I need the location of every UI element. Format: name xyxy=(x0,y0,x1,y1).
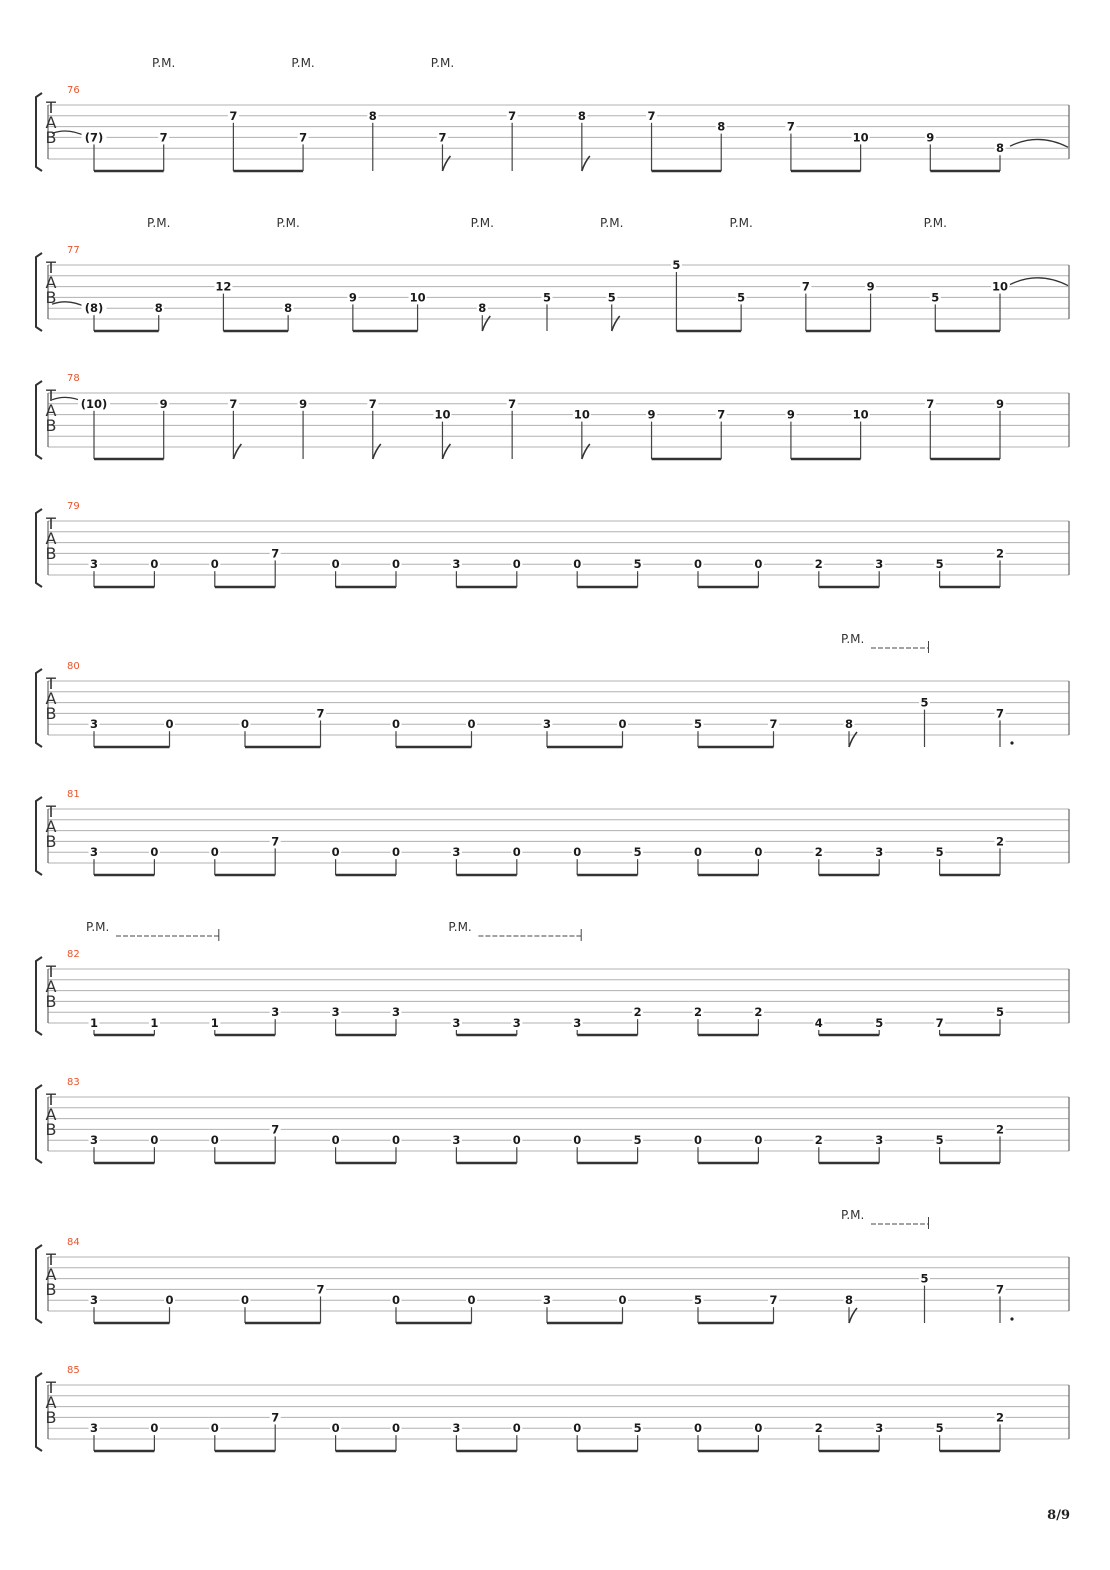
bar-number: 82 xyxy=(67,949,80,960)
fret-number: 3 xyxy=(452,1421,461,1436)
fret-number: 8 xyxy=(368,108,377,123)
fret-number: 7 xyxy=(935,1016,944,1030)
tab-clef-letter: B xyxy=(45,128,57,147)
system-bracket xyxy=(36,93,42,171)
palm-mute-label: P.M. xyxy=(448,920,472,934)
tab-clef-letter: A xyxy=(45,817,57,836)
fret-number: 0 xyxy=(331,557,340,572)
system-bracket xyxy=(36,797,42,875)
dotted-note xyxy=(1010,1317,1013,1320)
fret-number: 0 xyxy=(331,1133,340,1148)
fret-number: 9 xyxy=(159,396,168,411)
fret-number: 2 xyxy=(995,1410,1005,1425)
fret-number: 1 xyxy=(150,1016,159,1030)
bar-number: 83 xyxy=(67,1077,80,1088)
tab-clef-letter: T xyxy=(46,674,56,693)
fret-number: 0 xyxy=(331,1421,340,1436)
fret-number: 3 xyxy=(875,1133,884,1148)
fret-number: 5 xyxy=(920,695,929,710)
fret-number: 0 xyxy=(573,1133,582,1148)
fret-number: 0 xyxy=(165,717,174,732)
tab-clef-letter: A xyxy=(45,1265,57,1284)
fret-number: 0 xyxy=(754,1133,763,1148)
fret-number: 5 xyxy=(935,1133,944,1148)
fret-number: 10 xyxy=(573,407,590,422)
tab-clef-letter: B xyxy=(45,1408,57,1427)
fret-number: 3 xyxy=(452,557,461,572)
tab-system-85 xyxy=(36,1365,1069,1451)
fret-number: 10 xyxy=(434,407,451,422)
tab-system-84 xyxy=(36,1208,1069,1323)
tab-clef-letter: A xyxy=(45,977,57,996)
tab-clef-letter: T xyxy=(46,98,56,117)
fret-number: 5 xyxy=(607,290,616,305)
fret-number: 3 xyxy=(875,845,884,860)
palm-mute-label: P.M. xyxy=(841,1208,865,1222)
fret-number: 0 xyxy=(391,1293,401,1308)
fret-number: 3 xyxy=(89,1293,99,1308)
fret-number: 7 xyxy=(786,119,795,134)
fret-number: 8 xyxy=(577,108,586,123)
tab-clef-letter: B xyxy=(45,704,57,723)
palm-mute-label: P.M. xyxy=(841,632,865,646)
fret-number: 9 xyxy=(647,407,656,422)
fret-number: 2 xyxy=(633,1005,642,1020)
fret-number: 0 xyxy=(467,717,476,732)
tab-clef-letter: B xyxy=(45,1280,57,1299)
fret-number: 7 xyxy=(438,130,447,145)
fret-number: 0 xyxy=(512,1133,521,1148)
fret-number: 7 xyxy=(299,130,308,145)
fret-number: 10 xyxy=(991,279,1009,294)
palm-mute-label: P.M. xyxy=(923,216,947,230)
fret-number: 0 xyxy=(618,1293,627,1308)
fret-number: 7 xyxy=(508,396,517,411)
fret-number: 3 xyxy=(573,1016,582,1030)
tab-clef-letter: A xyxy=(45,689,57,708)
system-bracket xyxy=(36,957,42,1035)
fret-number: 5 xyxy=(693,717,703,732)
fret-number: 0 xyxy=(573,845,582,860)
fret-number: 3 xyxy=(331,1005,340,1020)
fret-number: 7 xyxy=(801,279,810,294)
fret-number: 7 xyxy=(647,108,656,123)
tab-clef-letter: A xyxy=(45,401,57,420)
fret-number: 3 xyxy=(452,1016,461,1030)
fret-number: 0 xyxy=(512,1421,521,1436)
tab-system-80 xyxy=(36,632,1069,747)
fret-number: 5 xyxy=(633,1133,642,1148)
fret-number: 7 xyxy=(316,1282,325,1297)
fret-number: 7 xyxy=(995,706,1005,721)
fret-number: 3 xyxy=(875,557,884,572)
fret-number: 2 xyxy=(814,845,823,860)
fret-number: 0 xyxy=(754,845,763,860)
fret-number: 5 xyxy=(542,290,552,305)
tab-clef-letter: B xyxy=(45,544,57,563)
fret-number: 0 xyxy=(240,1293,250,1308)
fret-number: 10 xyxy=(852,407,869,422)
fret-number: 8 xyxy=(844,717,854,732)
fret-number: 0 xyxy=(210,845,219,860)
fret-number: 7 xyxy=(271,546,280,561)
palm-mute-label: P.M. xyxy=(470,216,494,230)
note-flag xyxy=(849,732,857,747)
tab-clef-letter: A xyxy=(45,529,57,548)
bar-number: 79 xyxy=(67,501,80,512)
palm-mute-label: P.M. xyxy=(600,216,624,230)
fret-number: 5 xyxy=(693,1293,703,1308)
palm-mute-label: P.M. xyxy=(152,56,176,70)
fret-number: (8) xyxy=(84,301,104,316)
fret-number: 2 xyxy=(754,1005,763,1020)
tab-system-76 xyxy=(36,56,1069,171)
fret-number: 0 xyxy=(240,717,250,732)
palm-mute-label: P.M. xyxy=(147,216,171,230)
tab-clef-letter: A xyxy=(45,1105,57,1124)
fret-number: 7 xyxy=(995,1282,1005,1297)
fret-number: 3 xyxy=(89,845,99,860)
fret-number: 8 xyxy=(154,301,163,316)
fret-number: 8 xyxy=(844,1293,854,1308)
fret-number: 0 xyxy=(210,1133,219,1148)
tab-clef-letter: T xyxy=(46,1090,56,1109)
tie-in xyxy=(52,131,86,136)
tab-clef-letter: T xyxy=(46,1250,56,1269)
bar-number: 76 xyxy=(67,85,80,96)
fret-number: (7) xyxy=(84,130,104,145)
tab-clef-letter: T xyxy=(46,514,56,533)
tab-clef-letter: A xyxy=(45,273,57,292)
system-bracket xyxy=(36,1245,42,1323)
fret-number: 7 xyxy=(926,396,935,411)
fret-number: 7 xyxy=(368,396,377,411)
palm-mute-label: P.M. xyxy=(276,216,300,230)
tab-clef-letter: A xyxy=(45,1393,57,1412)
tab-clef-letter: B xyxy=(45,416,57,435)
fret-number: 0 xyxy=(573,557,582,572)
tab-clef-letter: T xyxy=(46,386,56,405)
fret-number: 0 xyxy=(467,1293,476,1308)
page-number: 8/9 xyxy=(1047,1508,1070,1523)
fret-number: 5 xyxy=(935,845,944,860)
fret-number: 9 xyxy=(786,407,795,422)
tab-clef-letter: B xyxy=(45,288,57,307)
fret-number: 3 xyxy=(89,557,99,572)
fret-number: 2 xyxy=(693,1005,703,1020)
fret-number: 3 xyxy=(452,1133,461,1148)
note-flag xyxy=(233,444,241,459)
fret-number: 0 xyxy=(150,557,159,572)
fret-number: 3 xyxy=(512,1016,521,1030)
system-bracket xyxy=(36,381,42,459)
palm-mute-label: P.M. xyxy=(291,56,315,70)
note-flag xyxy=(612,316,620,331)
fret-number: 5 xyxy=(931,290,940,305)
fret-number: 3 xyxy=(89,1421,99,1436)
fret-number: 7 xyxy=(508,108,517,123)
fret-number: 7 xyxy=(159,130,168,145)
fret-number: 7 xyxy=(229,108,238,123)
tab-clef-letter: T xyxy=(46,1378,56,1397)
fret-number: 7 xyxy=(271,1410,280,1425)
fret-number: 8 xyxy=(717,119,726,134)
fret-number: 7 xyxy=(769,717,778,732)
tie-out xyxy=(1010,139,1068,147)
fret-number: 2 xyxy=(995,546,1005,561)
bar-number: 80 xyxy=(67,661,80,672)
fret-number: 5 xyxy=(672,258,681,272)
fret-number: 0 xyxy=(391,1133,401,1148)
fret-number: 0 xyxy=(754,557,763,572)
bar-number: 77 xyxy=(67,245,80,256)
tab-clef-letter: T xyxy=(46,258,56,277)
tab-clef-letter: B xyxy=(45,832,57,851)
fret-number: 5 xyxy=(633,845,642,860)
fret-number: 9 xyxy=(348,290,357,305)
bar-number: 85 xyxy=(67,1365,80,1376)
bar-number: 84 xyxy=(67,1237,80,1248)
fret-number: 0 xyxy=(693,1421,703,1436)
fret-number: 8 xyxy=(478,301,487,316)
bar-number: 81 xyxy=(67,789,80,800)
fret-number: 3 xyxy=(542,717,552,732)
fret-number: 0 xyxy=(693,1133,703,1148)
fret-number: 0 xyxy=(150,845,159,860)
fret-number: 7 xyxy=(316,706,325,721)
fret-number: 10 xyxy=(852,130,869,145)
tab-system-77 xyxy=(36,216,1069,331)
fret-number: 0 xyxy=(150,1133,159,1148)
tie-out xyxy=(1010,278,1068,286)
tab-system-81 xyxy=(36,789,1069,875)
fret-number: 8 xyxy=(995,141,1005,156)
fret-number: 5 xyxy=(875,1016,884,1030)
note-flag xyxy=(582,156,590,171)
tie-in xyxy=(52,302,86,307)
palm-mute-label: P.M. xyxy=(430,56,455,70)
palm-mute-label: P.M. xyxy=(729,216,753,230)
fret-number: 0 xyxy=(573,1421,582,1436)
system-bracket xyxy=(36,253,42,331)
fret-number: 0 xyxy=(391,1421,401,1436)
system-bracket xyxy=(36,669,42,747)
system-bracket xyxy=(36,509,42,587)
fret-number: 2 xyxy=(814,1421,823,1436)
fret-number: 0 xyxy=(693,557,703,572)
tab-system-82 xyxy=(36,920,1069,1035)
fret-number: 2 xyxy=(814,1133,823,1148)
fret-number: 7 xyxy=(229,396,238,411)
fret-number: 9 xyxy=(866,279,875,294)
tab-clef-letter: T xyxy=(46,802,56,821)
fret-number: 0 xyxy=(210,557,219,572)
note-flag xyxy=(849,1308,857,1323)
tab-clef-letter: B xyxy=(45,992,57,1011)
note-flag xyxy=(442,156,450,171)
fret-number: 3 xyxy=(875,1421,884,1436)
dotted-note xyxy=(1010,741,1013,744)
fret-number: 7 xyxy=(717,407,726,422)
fret-number: 2 xyxy=(995,1122,1005,1137)
fret-number: 9 xyxy=(995,396,1005,411)
fret-number: 5 xyxy=(920,1271,929,1286)
fret-number: 5 xyxy=(935,1421,944,1436)
fret-number: 0 xyxy=(391,557,401,572)
fret-number: 10 xyxy=(409,290,426,305)
bar-number: 78 xyxy=(67,373,80,384)
fret-number: 12 xyxy=(215,279,232,294)
fret-number: 3 xyxy=(271,1005,280,1020)
fret-number: 0 xyxy=(331,845,340,860)
fret-number: 1 xyxy=(210,1016,219,1030)
fret-number: 5 xyxy=(633,557,642,572)
fret-number: 0 xyxy=(512,557,521,572)
fret-number: 0 xyxy=(210,1421,219,1436)
note-flag xyxy=(582,444,590,459)
fret-number: 5 xyxy=(737,290,746,305)
note-flag xyxy=(442,444,450,459)
fret-number: 9 xyxy=(926,130,935,145)
palm-mute-label: P.M. xyxy=(86,920,110,934)
tab-system-79 xyxy=(36,501,1069,587)
system-bracket xyxy=(36,1373,42,1451)
fret-number: 0 xyxy=(391,717,401,732)
fret-number: 0 xyxy=(618,717,627,732)
fret-number: 0 xyxy=(512,845,521,860)
tab-system-78 xyxy=(36,373,1069,459)
fret-number: 3 xyxy=(542,1293,552,1308)
tab-system-83 xyxy=(36,1077,1069,1163)
fret-number: 3 xyxy=(452,845,461,860)
tab-clef-letter: T xyxy=(46,962,56,981)
fret-number: 2 xyxy=(814,557,823,572)
fret-number: 0 xyxy=(754,1421,763,1436)
fret-number: 3 xyxy=(89,1133,99,1148)
fret-number: 5 xyxy=(935,557,944,572)
fret-number: 8 xyxy=(284,301,293,316)
tab-clef-letter: A xyxy=(45,113,57,132)
note-flag xyxy=(373,444,381,459)
fret-number: 9 xyxy=(299,396,308,411)
fret-number: 0 xyxy=(693,845,703,860)
fret-number: 5 xyxy=(995,1005,1005,1020)
fret-number: 0 xyxy=(165,1293,174,1308)
fret-number: 7 xyxy=(271,1122,280,1137)
fret-number: 3 xyxy=(89,717,99,732)
fret-number: 3 xyxy=(391,1005,401,1020)
note-flag xyxy=(482,316,490,331)
fret-number: 1 xyxy=(89,1016,99,1030)
fret-number: 5 xyxy=(633,1421,642,1436)
fret-number: 0 xyxy=(391,845,401,860)
fret-number: (10) xyxy=(80,396,108,411)
system-bracket xyxy=(36,1085,42,1163)
fret-number: 7 xyxy=(769,1293,778,1308)
fret-number: 2 xyxy=(995,834,1005,849)
fret-number: 4 xyxy=(814,1016,823,1030)
fret-number: 0 xyxy=(150,1421,159,1436)
fret-number: 7 xyxy=(271,834,280,849)
tab-clef-letter: B xyxy=(45,1120,57,1139)
